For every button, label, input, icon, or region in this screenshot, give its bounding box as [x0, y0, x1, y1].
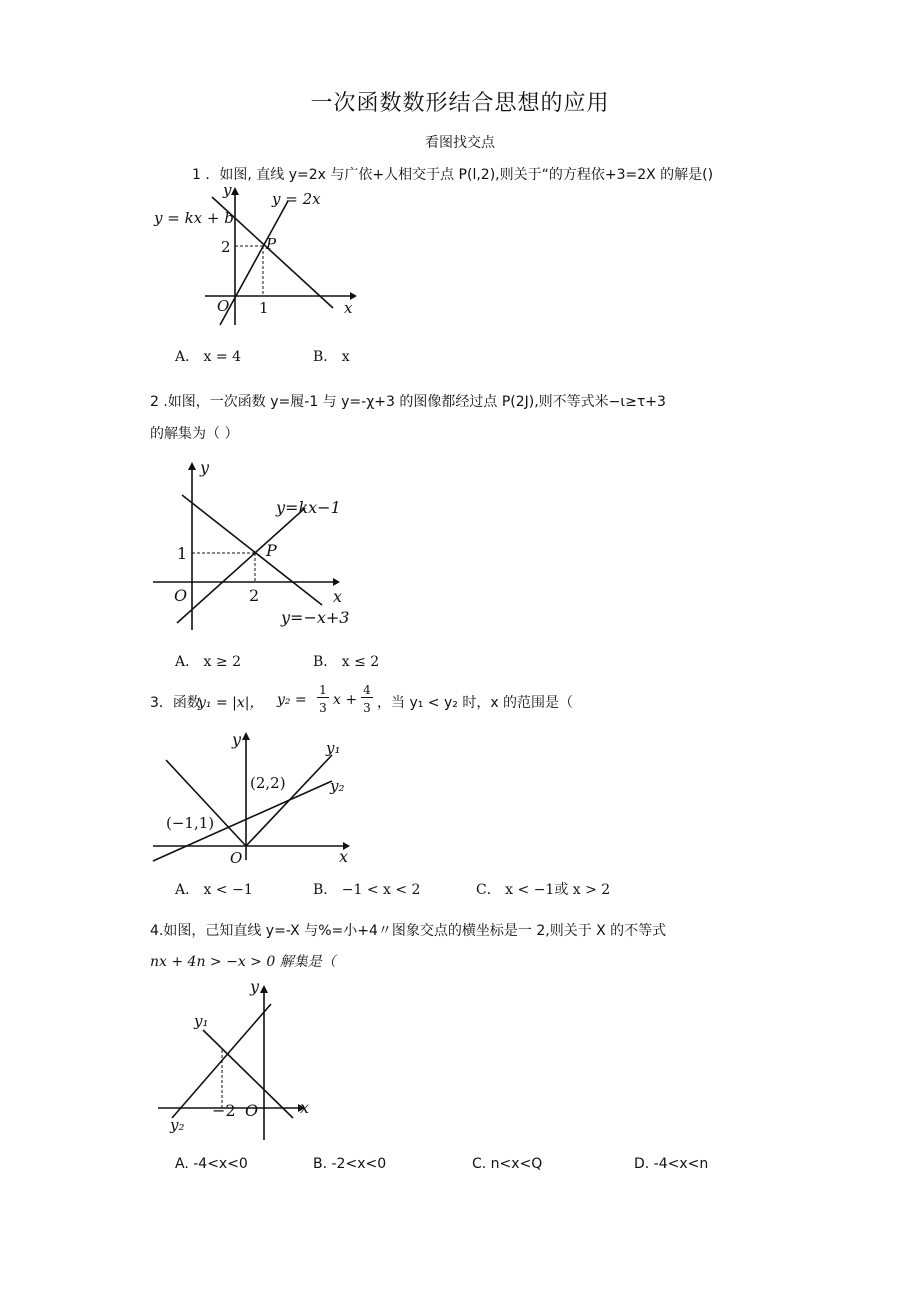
q3-y2-label: y₂ =: [277, 692, 307, 708]
q2-tick-2: 2: [249, 586, 260, 605]
q2-tick-1: 1: [177, 544, 188, 563]
q3-frac1-num: 1: [317, 683, 329, 698]
q2-y-label: y: [200, 458, 210, 477]
q3-frac1-den: 3: [319, 701, 327, 715]
page-subtitle: 看图找交点: [425, 135, 495, 151]
q3-y-arrow: [242, 732, 250, 740]
question-3-figure: [150, 725, 370, 870]
q1-origin: O: [217, 297, 230, 315]
q2-y-arrow: [188, 462, 196, 470]
q1-point-p: P: [266, 235, 277, 253]
q3-point-neg1-1: (−1,1): [166, 814, 215, 832]
question-2-figure: [150, 455, 370, 640]
q1-line1-label: y = kx + b: [154, 209, 234, 227]
question-2-text-line1: 2 .如图，一次函数 y=履-1 与 y=-χ+3 的图像都经过点 P(2J),则不等式米−ι≥τ+3: [150, 394, 666, 410]
q3-option-b: B． −1 < x < 2: [313, 882, 421, 898]
q2-x-arrow: [333, 578, 340, 586]
q4-origin: O: [245, 1101, 259, 1120]
q2-point-p: P: [266, 541, 277, 560]
q2-origin: O: [174, 586, 188, 605]
question-4-text-line1: 4.如图，己知直线 y=-X 与%=小+4〃图象交点的横坐标是一 2,则关于 X 的不等式: [150, 923, 667, 939]
q3-origin: O: [230, 849, 243, 867]
q4-option-c: C. n<x<Q: [472, 1156, 543, 1172]
q4-y2-label-fig: y₂: [170, 1116, 185, 1134]
q3-suffix: ，当 y₁ < y₂ 时，x 的范围是（: [377, 695, 574, 711]
q3-option-c: C． x < −1或 x > 2: [476, 882, 611, 898]
question-4-text-line2: nx + 4n > −x > 0 解集是（: [150, 954, 336, 970]
q4-y-arrow: [260, 985, 268, 993]
q3-x-label: x: [339, 847, 349, 866]
q3-prefix: 3．函数: [150, 695, 201, 711]
q4-option-d: D. -4<x<n: [634, 1156, 709, 1172]
q1-y-label: y: [223, 181, 232, 199]
q3-y1-label: y₁: [326, 739, 341, 757]
q1-tick-2: 2: [221, 238, 231, 256]
question-1-text: 1 ．如图, 直线 y=2x 与广依+人相交于点 P(l,2),则关于“的方程依+3=2X 的解是(): [192, 167, 714, 183]
q4-option-a: A. -4<x<0: [175, 1156, 248, 1172]
q1-option-b: B． x: [313, 349, 350, 365]
page-title: 一次函数数形结合思想的应用: [310, 91, 610, 116]
q3-line-y1: [166, 755, 332, 846]
q2-option-b: B． x ≤ 2: [313, 654, 380, 670]
q3-point-2-2: (2,2): [250, 774, 286, 792]
q1-x-label: x: [344, 299, 353, 317]
question-4-figure: [150, 978, 370, 1148]
q2-line-kx-minus-1: [177, 508, 305, 623]
q3-y-label: y: [232, 730, 242, 749]
q1-line2-label: y = 2x: [272, 190, 321, 208]
q2-line1-label: y=kx−1: [276, 498, 341, 517]
q4-y1-label-fig: y₁: [194, 1012, 209, 1030]
question-2-text-line2: 的解集为（ ）: [150, 426, 239, 442]
q3-y2-label-fig: y₂: [330, 777, 345, 795]
q3-frac2-den: 3: [363, 701, 371, 715]
q3-y1-definition: y₁ = |x|，: [198, 695, 264, 711]
q1-tick-1: 1: [259, 299, 269, 317]
q1-option-a: A． x = 4: [175, 349, 241, 365]
q2-option-a: A． x ≥ 2: [175, 654, 241, 670]
q2-line2-label: y=−x+3: [281, 608, 350, 627]
q4-tick-neg2: −2: [212, 1101, 236, 1120]
q4-option-b: B. -2<x<0: [313, 1156, 387, 1172]
q4-x-label: x: [300, 1098, 310, 1117]
q3-x-plus: x +: [333, 692, 358, 708]
q3-option-a: A． x < −1: [175, 882, 253, 898]
q2-x-label: x: [333, 587, 343, 606]
q4-y-label: y: [250, 977, 260, 996]
q3-frac2-num: 4: [361, 683, 373, 698]
question-1-figure: [150, 181, 370, 345]
q1-y-arrow: [231, 187, 239, 195]
